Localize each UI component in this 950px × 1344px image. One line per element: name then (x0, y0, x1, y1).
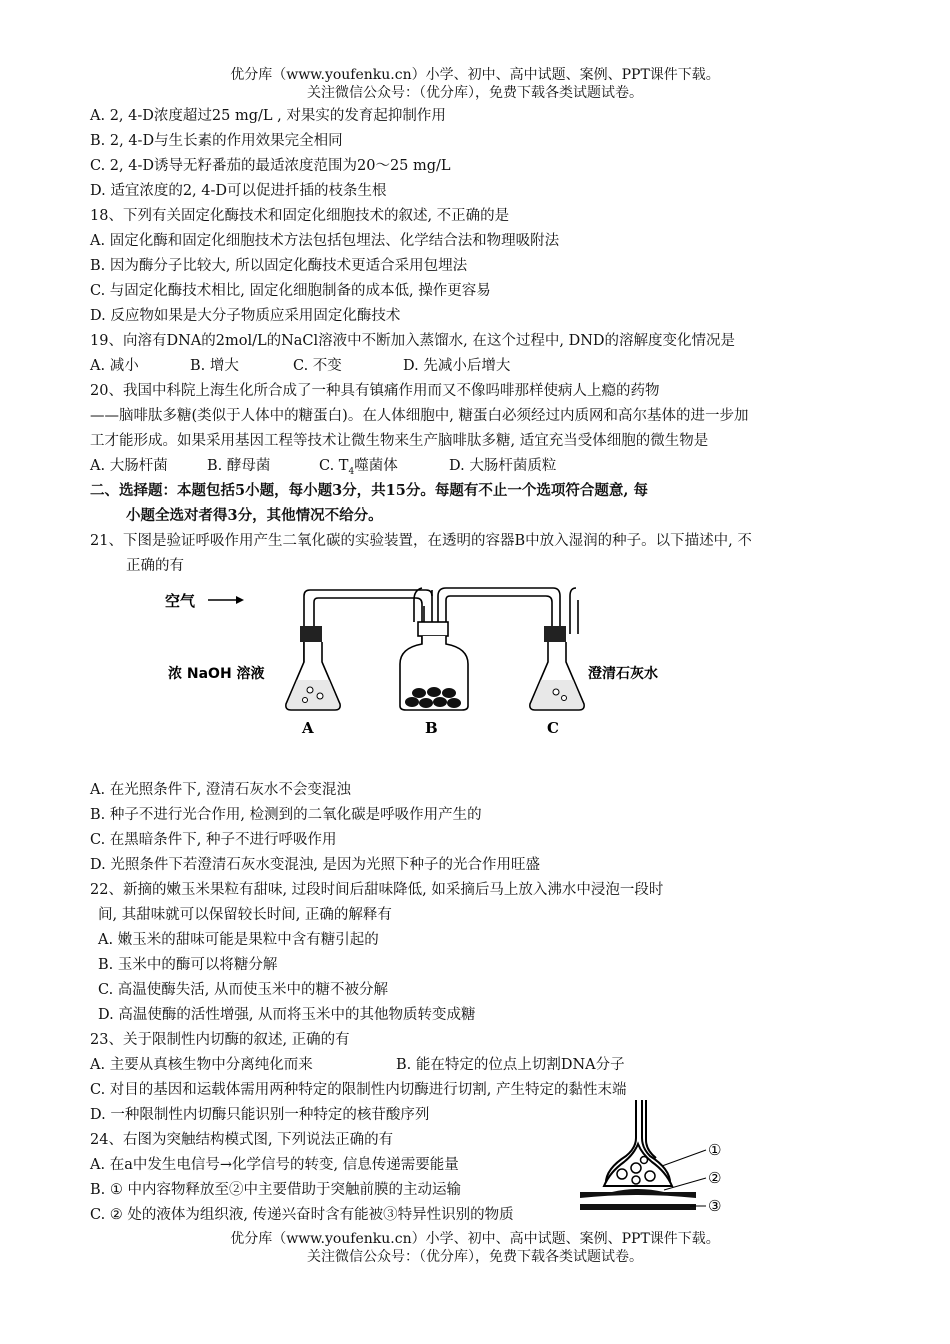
q19-option-d: D. 先减小后增大 (403, 358, 511, 374)
q22-option-b: B. 玉米中的酶可以将糖分解 (98, 957, 278, 973)
label-b: B (425, 719, 438, 737)
q17-option-a: A. 2, 4-D浓度超过25 mg/L , 对果实的发育起抑制作用 (90, 108, 446, 124)
label-2: ② (708, 1169, 722, 1187)
q19-options (90, 356, 510, 376)
q22-option-d: D. 高温使酶的活性增强, 从而将玉米中的其他物质转变成糖 (98, 1007, 476, 1023)
q21-option-a: A. 在光照条件下, 澄清石灰水不会变混浊 (90, 782, 351, 798)
q24-stem: 24、右图为突触结构模式图, 下列说法正确的有 (90, 1132, 394, 1148)
q18-option-a: A. 固定化酶和固定化细胞技术方法包括包埋法、化学结合法和物理吸附法 (90, 233, 560, 249)
q21-stem-2: 正确的有 (126, 558, 184, 574)
q20-option-a: A. 大肠杆菌 (90, 458, 168, 474)
q20-stem-2: ——脑啡肽多糖(类似于人体中的糖蛋白)。在人体细胞中, 糖蛋白必须经过内质网和高尔基体的进一步加 (90, 408, 749, 424)
q17-option-d: D. 适宜浓度的2, 4-D可以促进扦插的枝条生根 (90, 183, 387, 199)
q19-option-b: B. 增大 (190, 358, 239, 374)
q18-stem: 18、下列有关固定化酶技术和固定化细胞技术的叙述, 不正确的是 (90, 208, 510, 224)
q21-option-b: B. 种子不进行光合作用, 检测到的二氧化碳是呼吸作用产生的 (90, 807, 482, 823)
q17-option-c: C. 2, 4-D诱导无籽番茄的最适浓度范围为20～25 mg/L (90, 158, 451, 174)
q23-option-b: B. 能在特定的位点上切割DNA分子 (396, 1057, 625, 1073)
q22-option-a: A. 嫩玉米的甜味可能是果粒中含有糖引起的 (98, 932, 379, 948)
q24-option-c: C. ② 处的液体为组织液, 传递兴奋时含有能被③特异性识别的物质 (90, 1207, 514, 1223)
limewater-label: 澄清石灰水 (588, 666, 658, 682)
q21-stem-1: 21、下图是验证呼吸作用产生二氧化碳的实验装置，在透明的容器B中放入湿润的种子。以下描述中, 不 (90, 533, 752, 549)
q23-options-ab (90, 1055, 625, 1075)
q19-option-c: C. 不变 (293, 358, 342, 374)
section-2-heading: 二、选择题：本题包括5小题，每小题3分，共15分。每题有不止一个选项符合题意, 每 (90, 482, 648, 499)
q20-stem-3: 工才能形成。如果采用基因工程等技术让微生物来生产脑啡肽多糖, 适宜充当受体细胞的微生物是 (90, 433, 709, 449)
q18-option-b: B. 因为酶分子比较大, 所以固定化酶技术更适合采用包埋法 (90, 258, 468, 274)
header-line-1: 优分库（www.youfenku.cn）小学、初中、高中试题、案例、PPT课件下载。 (230, 67, 720, 83)
q24-option-b: B. ① 中内容物释放至②中主要借助于突触前膜的主动运输 (90, 1182, 461, 1198)
label-1: ① (708, 1141, 722, 1159)
air-arrow-icon (208, 596, 244, 604)
naoh-label: 浓 NaOH 溶液 (168, 666, 265, 682)
q20-options (90, 456, 556, 482)
flask-c (530, 626, 584, 710)
label-c: C (547, 719, 559, 737)
q17-option-b: B. 2, 4-D与生长素的作用效果完全相同 (90, 133, 343, 149)
label-a: A (302, 719, 314, 737)
footer-line-2: 关注微信公众号：（优分库），免费下载各类试题试卷。 (307, 1249, 643, 1265)
q23-option-d: D. 一种限制性内切酶只能识别一种特定的核苷酸序列 (90, 1107, 430, 1123)
q20-stem-1: 20、我国中科院上海生化所合成了一种具有镇痛作用而又不像吗啡那样使病人上瘾的药物 (90, 383, 660, 399)
q19-option-a: A. 减小 (90, 358, 139, 374)
respiration-apparatus-figure (160, 582, 700, 742)
footer-line-1: 优分库（www.youfenku.cn）小学、初中、高中试题、案例、PPT课件下载。 (230, 1231, 720, 1247)
q19-stem: 19、向溶有DNA的2mol/L的NaCl溶液中不断加入蒸馏水, 在这个过程中, DND的溶解度变化情况是 (90, 333, 736, 349)
bottle-b (400, 622, 468, 710)
header-line-2: 关注微信公众号：（优分库），免费下载各类试题试卷。 (307, 85, 643, 101)
label-3: ③ (708, 1197, 722, 1215)
q20-option-b: B. 酵母菌 (207, 458, 271, 474)
q18-option-c: C. 与固定化酶技术相比, 固定化细胞制备的成本低, 操作更容易 (90, 283, 491, 299)
q23-option-c: C. 对目的基因和运载体需用两种特定的限制性内切酶进行切割, 产生特定的黏性末端 (90, 1082, 627, 1098)
q21-option-d: D. 光照条件下若澄清石灰水变混浊, 是因为光照下种子的光合作用旺盛 (90, 857, 541, 873)
synapse-figure (580, 1100, 740, 1226)
q21-option-c: C. 在黑暗条件下, 种子不进行呼吸作用 (90, 832, 337, 848)
section-2-heading-cont: 小题全选对者得3分，其他情况不给分。 (126, 507, 383, 524)
q22-stem-2: 间, 其甜味就可以保留较长时间, 正确的解释有 (98, 907, 392, 923)
q23-option-a: A. 主要从真核生物中分离纯化而来 (90, 1057, 313, 1073)
q20-option-c: C. $T_4$噬菌体 (319, 458, 398, 477)
q22-option-c: C. 高温使酶失活, 从而使玉米中的糖不被分解 (98, 982, 389, 998)
q23-stem: 23、关于限制性内切酶的叙述, 正确的有 (90, 1032, 350, 1048)
q24-option-a: A. 在a中发生电信号→化学信号的转变, 信息传递需要能量 (90, 1157, 459, 1173)
flask-a (286, 626, 340, 710)
air-label: 空气 (165, 592, 196, 610)
q20-option-d: D. 大肠杆菌质粒 (449, 458, 557, 474)
q22-stem-1: 22、新摘的嫩玉米果粒有甜味, 过段时间后甜味降低, 如采摘后马上放入沸水中浸泡一段时 (90, 882, 664, 898)
q18-option-d: D. 反应物如果是大分子物质应采用固定化酶技术 (90, 308, 401, 324)
